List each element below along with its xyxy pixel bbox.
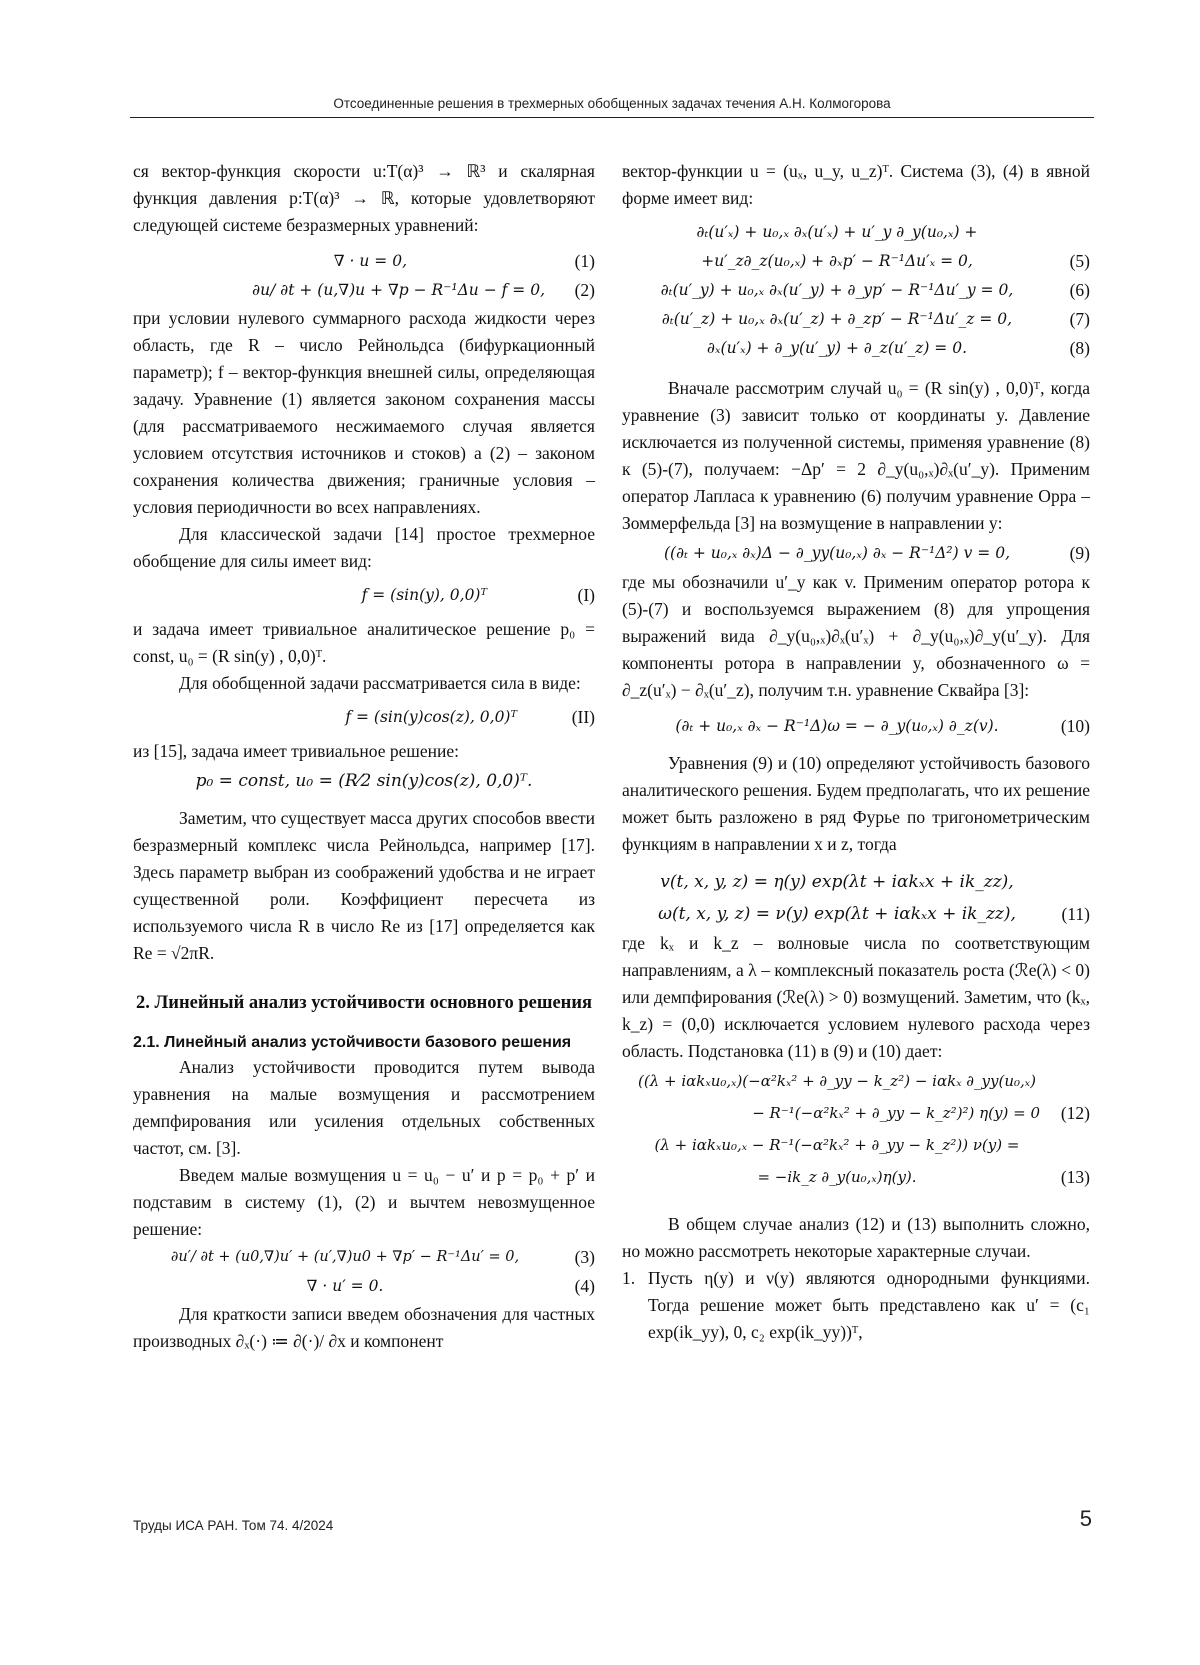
equation-II: f = (sin(y)cos(z), 0,0)ᵀ (II): [345, 707, 595, 727]
paragraph: при условии нулевого суммарного расхода жидкости через область, где R – число Рейнольдса (бифуркационный параметр); f – вектор-функция внешней силы, определяющая задачу. Уравнение (1) является законом сохранения массы (для рассматриваемого несжимаемого случая является условием отсутствия источников и стоков) а (2) – законом сохранения количества движения; граничные условия – условия периодичности во всех направлениях.: [133, 308, 595, 517]
subsection-heading: 2.1. Линейный анализ устойчивости базового решения: [133, 1034, 572, 1051]
paragraph: Уравнения (9) и (10) определяют устойчивость базового аналитического решения. Будем предполагать, что их решение может быть разложено в ряд Фурье по тригонометрическим функциям в направлении x и z, тогда: [622, 753, 1090, 854]
equation-13a: (λ + iαkₓu₀,ₓ − R⁻¹(−α²kₓ² + ∂_yy − k_z²)) ν(y) =: [654, 1136, 1020, 1154]
paragraph: где kₓ и k_z – волновые числа по соответствующим направлениям, а λ – комплексный показатель роста (ℛe(λ) < 0) или демпфирования (ℛe(λ) > 0) возмущений. Заметим, что (kₓ, k_z) = (0,0) исключается условием нулевого расхода через область. Подстановка (11) в (9) и (10) дает:: [622, 933, 1090, 1061]
page-number: 5: [1079, 1506, 1092, 1531]
equation-13b: = −ik_z ∂_y(u₀,ₓ)η(y). (13): [757, 1167, 1090, 1187]
equation-11b: ω(t, x, y, z) = ν(y) exp(λt + iαkₓx + ik_zz), (11): [658, 904, 1090, 924]
paragraph: Для обобщенной задачи рассматривается сила в виде:: [179, 673, 581, 693]
paragraph: Для краткости записи введем обозначения для частных производных ∂ₓ(·) ≔ ∂(·)/ ∂x и компонент: [133, 1304, 595, 1351]
equation-10: (∂ₜ + u₀,ₓ ∂ₓ − R⁻¹Δ)ω = − ∂_y(u₀,ₓ) ∂_z(v). (10): [675, 716, 1090, 736]
equation-trivial: p₀ = const, u₀ = (R⁄2 sin(y)cos(z), 0,0)ᵀ.: [195, 771, 533, 791]
equation-11a: v(t, x, y, z) = η(y) exp(λt + iαkₓx + ik_zz),: [660, 872, 1014, 892]
equation-12b: − R⁻¹(−α²kₓ² + ∂_yy − k_z²)²) η(y) = 0 (12): [752, 1103, 1090, 1123]
paragraph: из [15], задача имеет тривиальное решение:: [133, 741, 459, 761]
equation-I: f = (sin(y), 0,0)ᵀ (I): [361, 585, 595, 605]
left-column: [133, 158, 595, 1355]
journal-footer: Труды ИСА РАН. Том 74. 4/2024: [133, 1518, 334, 1533]
paragraph: Вначале рассмотрим случай u₀ = (R sin(y) , 0,0)ᵀ, когда уравнение (3) зависит только от координаты y. Давление исключается из полученной системы, применяя уравнение (8) к (5)-(7), получаем: −Δp′ = 2 ∂_y(u₀,ₓ)∂ₓ(u′_y). Применим оператор Лапласа к уравнению (6) получим уравнение Орра – Зоммерфельда [3] на возмущение в направлении y:: [622, 378, 1090, 533]
equation-4: ∇ · u′ = 0. (4): [306, 1276, 595, 1296]
paragraph: В общем случае анализ (12) и (13) выполнить сложно, но можно рассмотреть некоторые характерные случаи.: [622, 1214, 1090, 1261]
equation-5b: +u′_z∂_z(u₀,ₓ) + ∂ₓp′ − R⁻¹Δu′ₓ = 0, (5): [701, 251, 1090, 271]
equation-2: ∂u/ ∂t + (u,∇)u + ∇p − R⁻¹Δu − f = 0, (2): [252, 280, 595, 300]
equation-12a: ((λ + iαkₓu₀,ₓ)(−α²kₓ² + ∂_yy − k_z²) − iαkₓ ∂_yy(u₀,ₓ): [638, 1072, 1036, 1090]
running-header: Отсоединенные решения в трехмерных обобщенных задачах течения А.Н. Колмогорова: [333, 96, 891, 111]
equation-1: ∇ · u = 0, (1): [333, 251, 595, 271]
equation-8: ∂ₓ(u′ₓ) + ∂_y(u′_y) + ∂_z(u′_z) = 0. (8): [707, 338, 1090, 358]
equation-9: ((∂ₜ + u₀,ₓ ∂ₓ)Δ − ∂_yy(u₀,ₓ) ∂ₓ − R⁻¹Δ²) v = 0, (9): [663, 543, 1090, 563]
list-item: 1. Пусть η(y) и ν(y) являются однородными функциями. Тогда решение может быть представлено как u′ = (c₁ exp(ik_yy), 0, c₂ exp(ik_yy))ᵀ,: [622, 1268, 1090, 1342]
equation-3: ∂u′/ ∂t + (u0,∇)u′ + (u′,∇)u0 + ∇p′ − R⁻¹Δu′ = 0, (3): [170, 1247, 595, 1267]
paragraph: и задача имеет тривиальное аналитическое решение p₀ = const, u₀ = (R sin(y) , 0,0)ᵀ.: [133, 619, 595, 666]
paragraph: где мы обозначили u′_y как v. Применим оператор ротора к (5)-(7) и воспользуемся выражением (8) для упрощения выражений вида ∂_y(u₀,ₓ)∂ₓ(u′ₓ) + ∂_y(u₀,ₓ)∂_y(u′_y). Для компоненты ротора в направлении y, обозначенного ω = ∂_z(u′ₓ) − ∂ₓ(u′_z), получим т.н. уравнение Сквайра [3]:: [622, 572, 1090, 700]
header-rule: [130, 117, 1094, 118]
paragraph: Для классической задачи [14] простое трехмерное обобщение для силы имеет вид:: [133, 524, 595, 571]
equation-5a: ∂ₜ(u′ₓ) + u₀,ₓ ∂ₓ(u′ₓ) + u′_y ∂_y(u₀,ₓ) +: [696, 223, 978, 241]
paragraph: Введем малые возмущения u = u₀ − u′ и p = p₀ + p′ и подставим в систему (1), (2) и вычтем невозмущенное решение:: [133, 1165, 595, 1239]
equation-7: ∂ₜ(u′_z) + u₀,ₓ ∂ₓ(u′_z) + ∂_zp′ − R⁻¹Δu′_z = 0, (7): [661, 309, 1090, 329]
right-column: [622, 158, 1090, 1346]
paragraph: ся вектор-функция скорости u:T(α)³ → ℝ³ и скалярная функция давления p:T(α)³ → ℝ, которые удовлетворяют следующей системе безразмерных уравнений:: [133, 161, 595, 235]
paragraph: вектор-функции u = (uₓ, u_y, u_z)ᵀ. Система (3), (4) в явной форме имеет вид:: [622, 161, 1090, 208]
paragraph: Заметим, что существует масса других способов ввести безразмерный комплекс числа Рейнольдса, например [17]. Здесь параметр выбран из соображений удобства и не играет существенной роли. Коэффициент пересчета из используемого числа R в число Re из [17] определяется как Re = √2πR.: [133, 808, 595, 963]
equation-6: ∂ₜ(u′_y) + u₀,ₓ ∂ₓ(u′_y) + ∂_yp′ − R⁻¹Δu′_y = 0, (6): [660, 280, 1090, 300]
section-heading: 2. Линейный анализ устойчивости основного решения: [136, 993, 592, 1013]
paragraph: Анализ устойчивости проводится путем вывода уравнения на малые возмущения и рассмотрением демпфирования или усиления отдельных собственных частот, см. [3].: [133, 1057, 595, 1158]
